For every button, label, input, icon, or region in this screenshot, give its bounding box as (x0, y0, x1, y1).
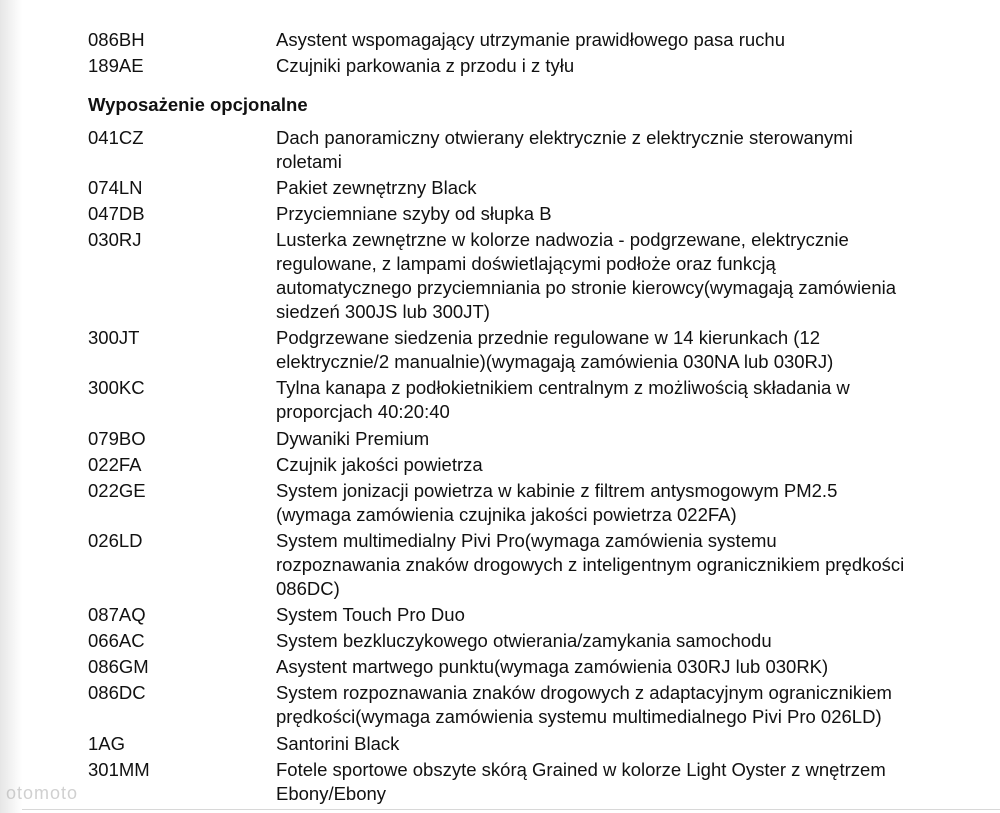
watermark-logo: otomoto (6, 783, 79, 803)
item-code: 026LD (88, 530, 143, 551)
item-code: 086DC (88, 682, 146, 703)
item-code: 074LN (88, 177, 143, 198)
item-description: System jonizacji powietrza w kabinie z filtrem antysmogowym PM2.5 (wymaga zamówienia czujnika jakości powietrza 022FA) (276, 480, 838, 525)
item-code: 086BH (88, 29, 145, 50)
item-description: Czujniki parkowania z przodu i z tyłu (276, 55, 575, 76)
item-description: Podgrzewane siedzenia przednie regulowane w 14 kierunkach (12 elektrycznie/2 manualnie)(wymagają zamówienia 030NA lub 030RJ) (276, 327, 834, 372)
item-description: Dywaniki Premium (276, 428, 430, 449)
item-description: Asystent martwego punktu(wymaga zamówienia 030RJ lub 030RK) (276, 656, 829, 677)
item-code: 066AC (88, 630, 145, 651)
item-code: 087AQ (88, 604, 146, 625)
item-description: Santorini Black (276, 733, 400, 754)
item-description: System rozpoznawania znaków drogowych z adaptacyjnym ogranicznikiem prędkości(wymaga zamówienia systemu multimedialnego Pivi Pro 026LD) (276, 682, 892, 727)
item-description: Lusterka zewnętrzne w kolorze nadwozia - podgrzewane, elektrycznie regulowane, z lampami doświetlającymi podłoże oraz funkcją automatycznego przyciemniania po stronie kierowcy(wymagają zamówienia siedzeń 300JS lub 300JT) (276, 229, 897, 322)
item-code: 086GM (88, 656, 149, 677)
item-code: 022FA (88, 454, 142, 475)
item-description: Przyciemniane szyby od słupka B (276, 203, 552, 224)
item-description: Czujnik jakości powietrza (276, 454, 483, 475)
item-description: Tylna kanapa z podłokietnikiem centralnym z możliwością składania w proporcjach 40:20:40 (276, 377, 850, 422)
item-description: System bezkluczykowego otwierania/zamykania samochodu (276, 630, 772, 651)
item-code: 022GE (88, 480, 146, 501)
item-code: 300JT (88, 327, 140, 348)
item-description: System Touch Pro Duo (276, 604, 465, 625)
item-code: 030RJ (88, 229, 142, 250)
item-description: Asystent wspomagający utrzymanie prawidłowego pasa ruchu (276, 29, 786, 50)
item-code: 301MM (88, 759, 150, 780)
section-heading: Wyposażenie opcjonalne (88, 94, 308, 115)
item-code: 047DB (88, 203, 145, 224)
item-code: 189AE (88, 55, 144, 76)
item-code: 041CZ (88, 127, 144, 148)
item-description: Dach panoramiczny otwierany elektrycznie z elektrycznie sterowanymi roletami (276, 127, 853, 172)
item-description: Fotele sportowe obszyte skórą Grained w kolorze Light Oyster z wnętrzem Ebony/Ebony (276, 759, 886, 804)
item-description: Pakiet zewnętrzny Black (276, 177, 477, 198)
item-code: 300KC (88, 377, 145, 398)
item-description: System multimedialny Pivi Pro(wymaga zamówienia systemu rozpoznawania znaków drogowych z inteligentnym ogranicznikiem prędkości 086DC) (276, 530, 905, 599)
item-code: 079BO (88, 428, 146, 449)
item-code: 1AG (88, 733, 126, 754)
